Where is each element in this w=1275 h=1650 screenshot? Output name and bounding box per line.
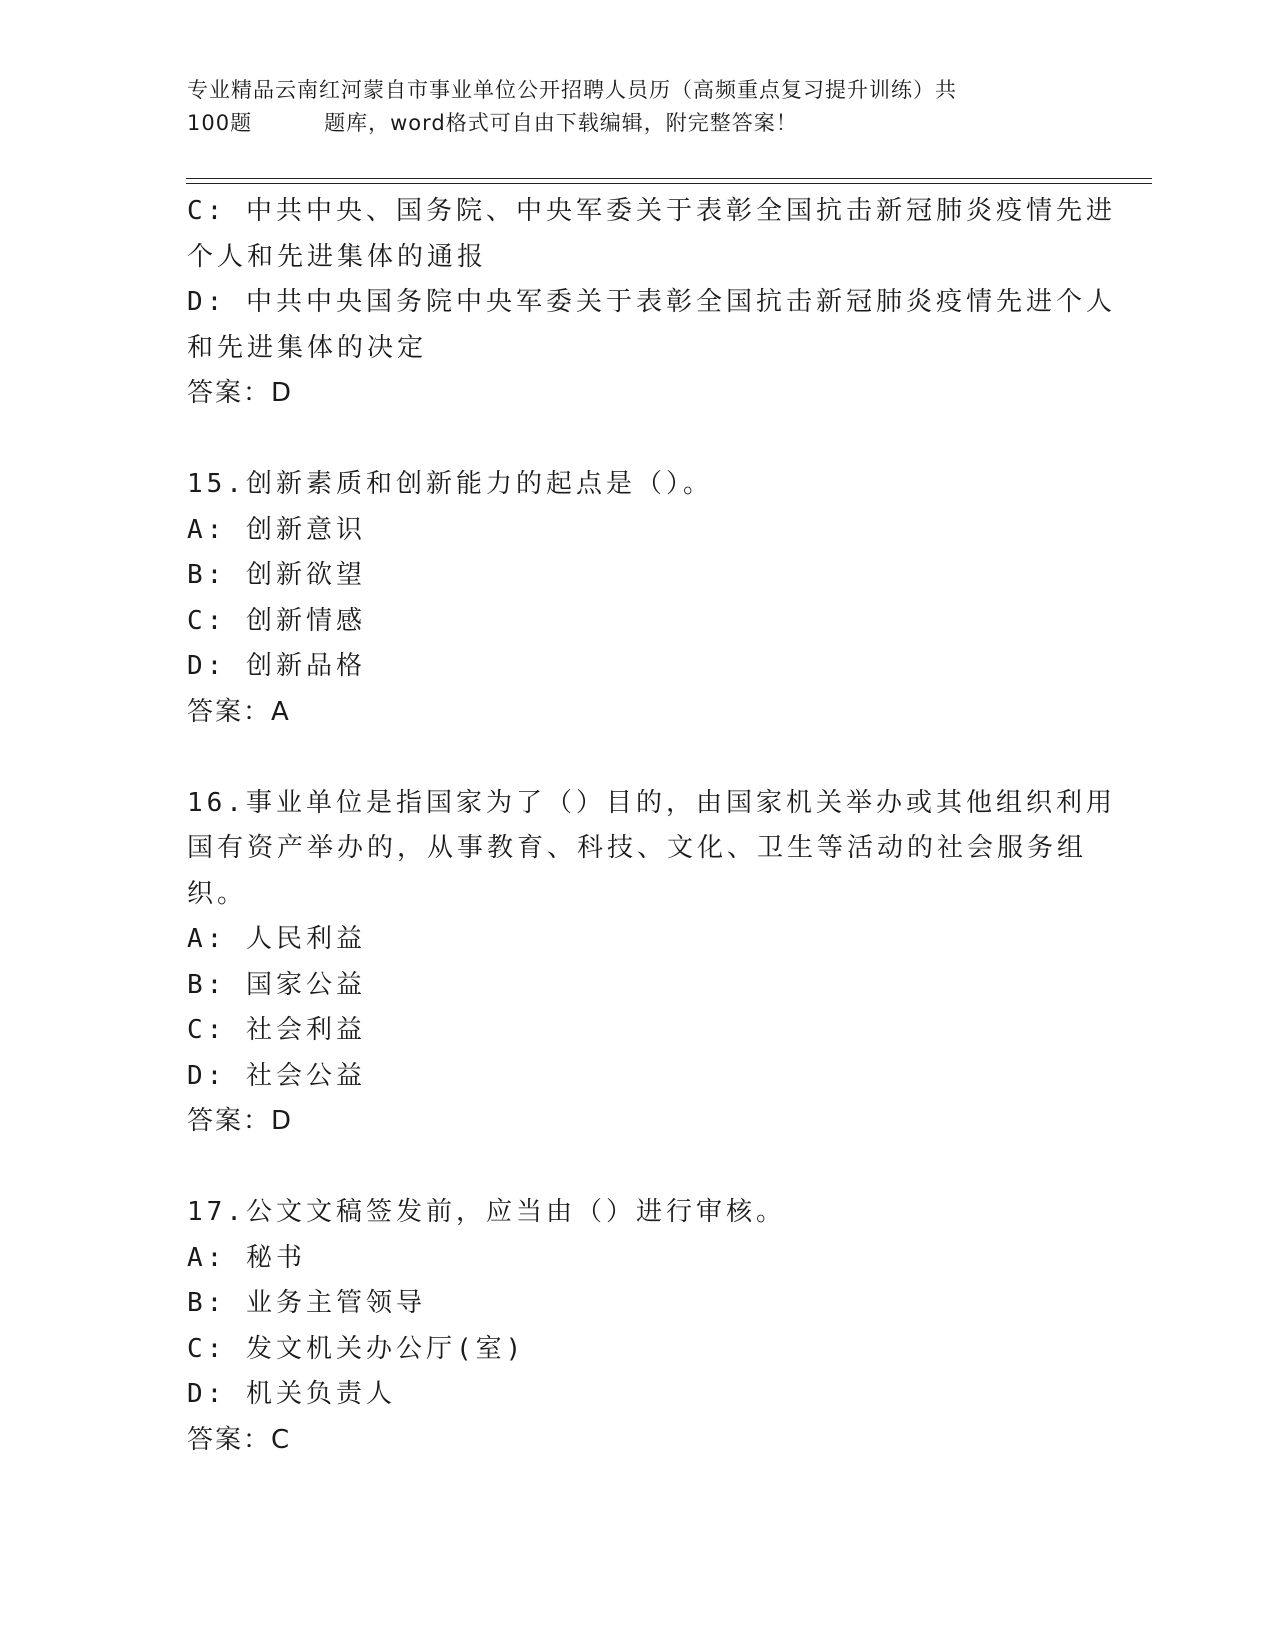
- option-c-line1: C: 中共中央、国务院、中央军委关于表彰全国抗击新冠肺炎疫情先进: [187, 196, 1116, 226]
- question-stem: 16.事业单位是指国家为了（）目的，由国家机关举办或其他组织利用: [187, 787, 1116, 818]
- question-stem: 织。: [187, 878, 248, 909]
- option-d: D: 社会公益: [187, 1060, 366, 1091]
- option-b: B: 业务主管领导: [187, 1288, 426, 1318]
- document-body: [187, 189, 1116, 1463]
- continued-question: [187, 189, 1116, 417]
- header-rule-bottom: [186, 183, 1152, 184]
- question-stem: 15.创新素质和创新能力的起点是（）。: [187, 469, 713, 499]
- question-17: [187, 1190, 1087, 1463]
- header-question-count: 100题: [187, 111, 253, 135]
- answer-line: 答案：C: [187, 1424, 292, 1455]
- option-d-line1: D: 中共中央国务院中央军委关于表彰全国抗击新冠肺炎疫情先进个人: [187, 287, 1116, 317]
- option-a: A: 创新意识: [187, 514, 366, 545]
- question-15: [187, 462, 1087, 735]
- header-title-line2: [187, 107, 1087, 140]
- question-stem: 国有资产举办的，从事教育、科技、文化、卫生等活动的社会服务组: [187, 833, 1088, 863]
- option-a: A: 人民利益: [187, 924, 366, 954]
- option-d: D: 机关负责人: [187, 1379, 396, 1409]
- question-16: [187, 781, 1116, 1145]
- option-c-line2: 个人和先进集体的通报: [187, 241, 488, 272]
- option-b: B: 创新欲望: [187, 560, 366, 590]
- header-title-line1: 专业精品云南红河蒙自市事业单位公开招聘人员历（高频重点复习提升训练）共: [187, 78, 957, 102]
- document-header: [187, 74, 1087, 140]
- option-b: B: 国家公益: [187, 969, 366, 1000]
- question-stem: 17.公文文稿签发前，应当由（）进行审核。: [187, 1197, 786, 1227]
- answer-line: 答案：A: [187, 696, 291, 727]
- answer-line: 答案：D: [187, 378, 294, 408]
- answer-line: 答案：D: [187, 1106, 294, 1136]
- option-c: C: 发文机关办公厅(室): [187, 1333, 526, 1364]
- option-d: D: 创新品格: [187, 651, 366, 681]
- header-rule-top: [186, 178, 1152, 179]
- option-c: C: 社会利益: [187, 1015, 366, 1045]
- option-c: C: 创新情感: [187, 605, 366, 636]
- option-a: A: 秘书: [187, 1242, 306, 1273]
- option-d-line2: 和先进集体的决定: [187, 332, 428, 363]
- header-description: 题库，word格式可自由下载编辑，附完整答案！: [324, 111, 798, 135]
